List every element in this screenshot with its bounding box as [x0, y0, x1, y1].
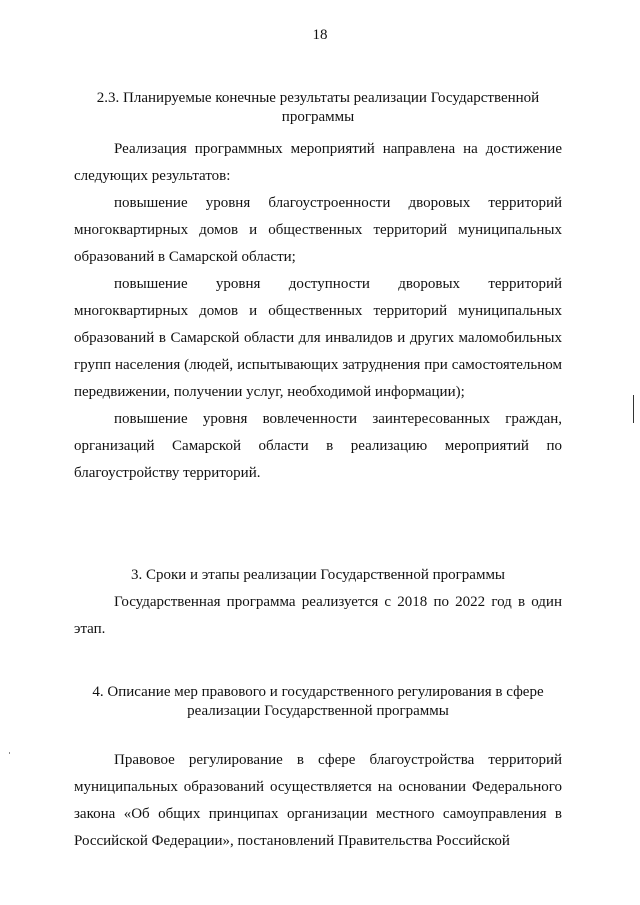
paragraph-intro: Реализация программных мероприятий направлена на достижение следующих результатов:: [74, 141, 562, 184]
paragraph-timeline: Государственная программа реализуется с 2018 по 2022 год в один этап.: [74, 594, 562, 637]
section-heading-3: 3. Сроки и этапы реализации Государственной программы: [130, 567, 506, 583]
section-2-3-body: [74, 136, 562, 487]
section-3-body: [74, 589, 562, 643]
paragraph-legal-regulation: Правовое регулирование в сфере благоустройства территорий муниципальных образований осуществляется на основании Федерального закона «Об общих принципах организации местного самоуправления в Российской Федерации», постановлений Правительства Российской: [74, 752, 562, 849]
section-heading-2-3: 2.3. Планируемые конечные результаты реализации Государственной программы: [96, 90, 540, 125]
section-heading-4: 4. Описание мер правового и государственного регулирования в сфере реализации Государственной программы: [92, 684, 544, 719]
paragraph-result-accessibility: повышение уровня доступности дворовых территорий многоквартирных домов и общественных территорий муниципальных образований в Самарской области для инвалидов и других маломобильных групп населения (людей, испытывающих затруднения при самостоятельном передвижении, получении услуг, необходимой информации);: [74, 276, 562, 400]
section-4-body: [74, 747, 562, 855]
page-number: 18: [312, 27, 328, 43]
scan-speck: [9, 752, 10, 754]
scan-edge-mark: [633, 395, 634, 423]
paragraph-result-improvement: повышение уровня благоустроенности дворовых территорий многоквартирных домов и общественных территорий муниципальных образований в Самарской области;: [74, 195, 562, 265]
paragraph-result-involvement: повышение уровня вовлеченности заинтересованных граждан, организаций Самарской области в реализацию мероприятий по благоустройству территорий.: [74, 411, 562, 481]
